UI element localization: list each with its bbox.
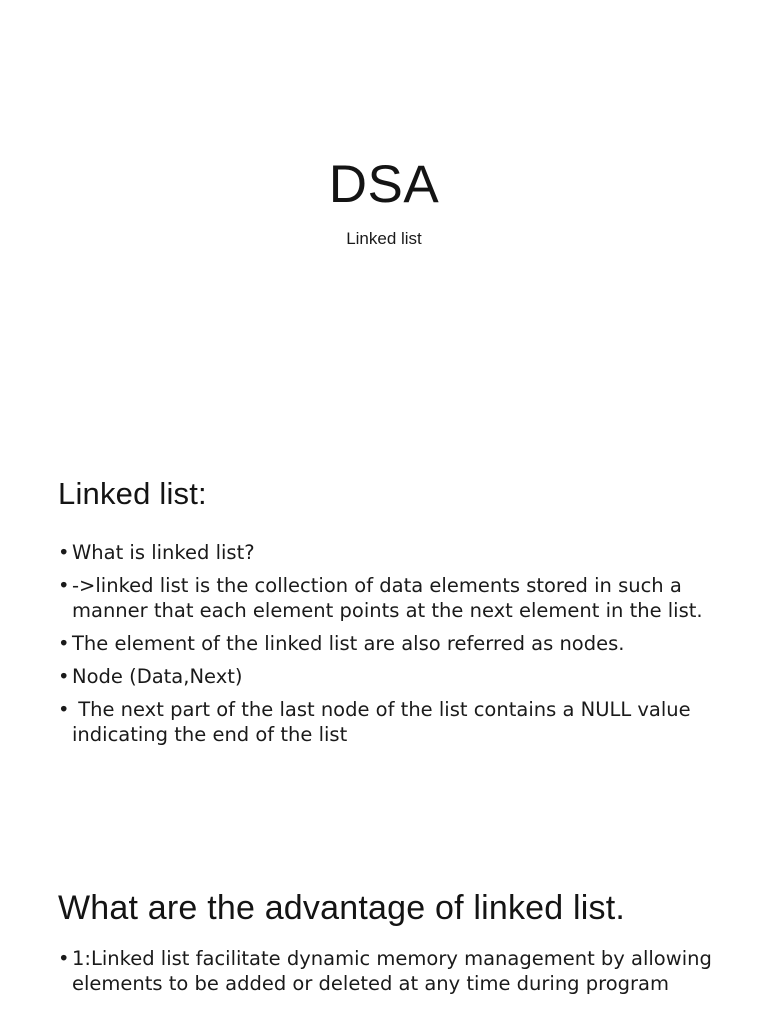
list-item: • ->linked list is the collection of data elements stored in such a manner that each element points at the next element in the list. [58, 573, 714, 623]
bullet-list-linked-list [58, 540, 714, 747]
section-heading-advantages: What are the advantage of linked list. [58, 889, 626, 927]
list-item: • 1:Linked list facilitate dynamic memory management by allowing elements to be added or deleted at any time during program [58, 946, 714, 996]
list-item: • What is linked list? [58, 540, 714, 565]
title-block [0, 155, 768, 251]
section-advantages [58, 888, 719, 996]
list-item: • Node (Data,Next) [58, 664, 714, 689]
section-heading-linked-list: Linked list: [58, 476, 207, 511]
section-linked-list [58, 474, 714, 747]
document-title: DSA [328, 155, 440, 214]
document-subtitle: Linked list [346, 229, 422, 248]
bullet-list-advantages [58, 946, 719, 996]
list-item: • The element of the linked list are also referred as nodes. [58, 631, 714, 656]
list-item: • The next part of the last node of the list contains a NULL value indicating the end of the list [58, 697, 714, 747]
